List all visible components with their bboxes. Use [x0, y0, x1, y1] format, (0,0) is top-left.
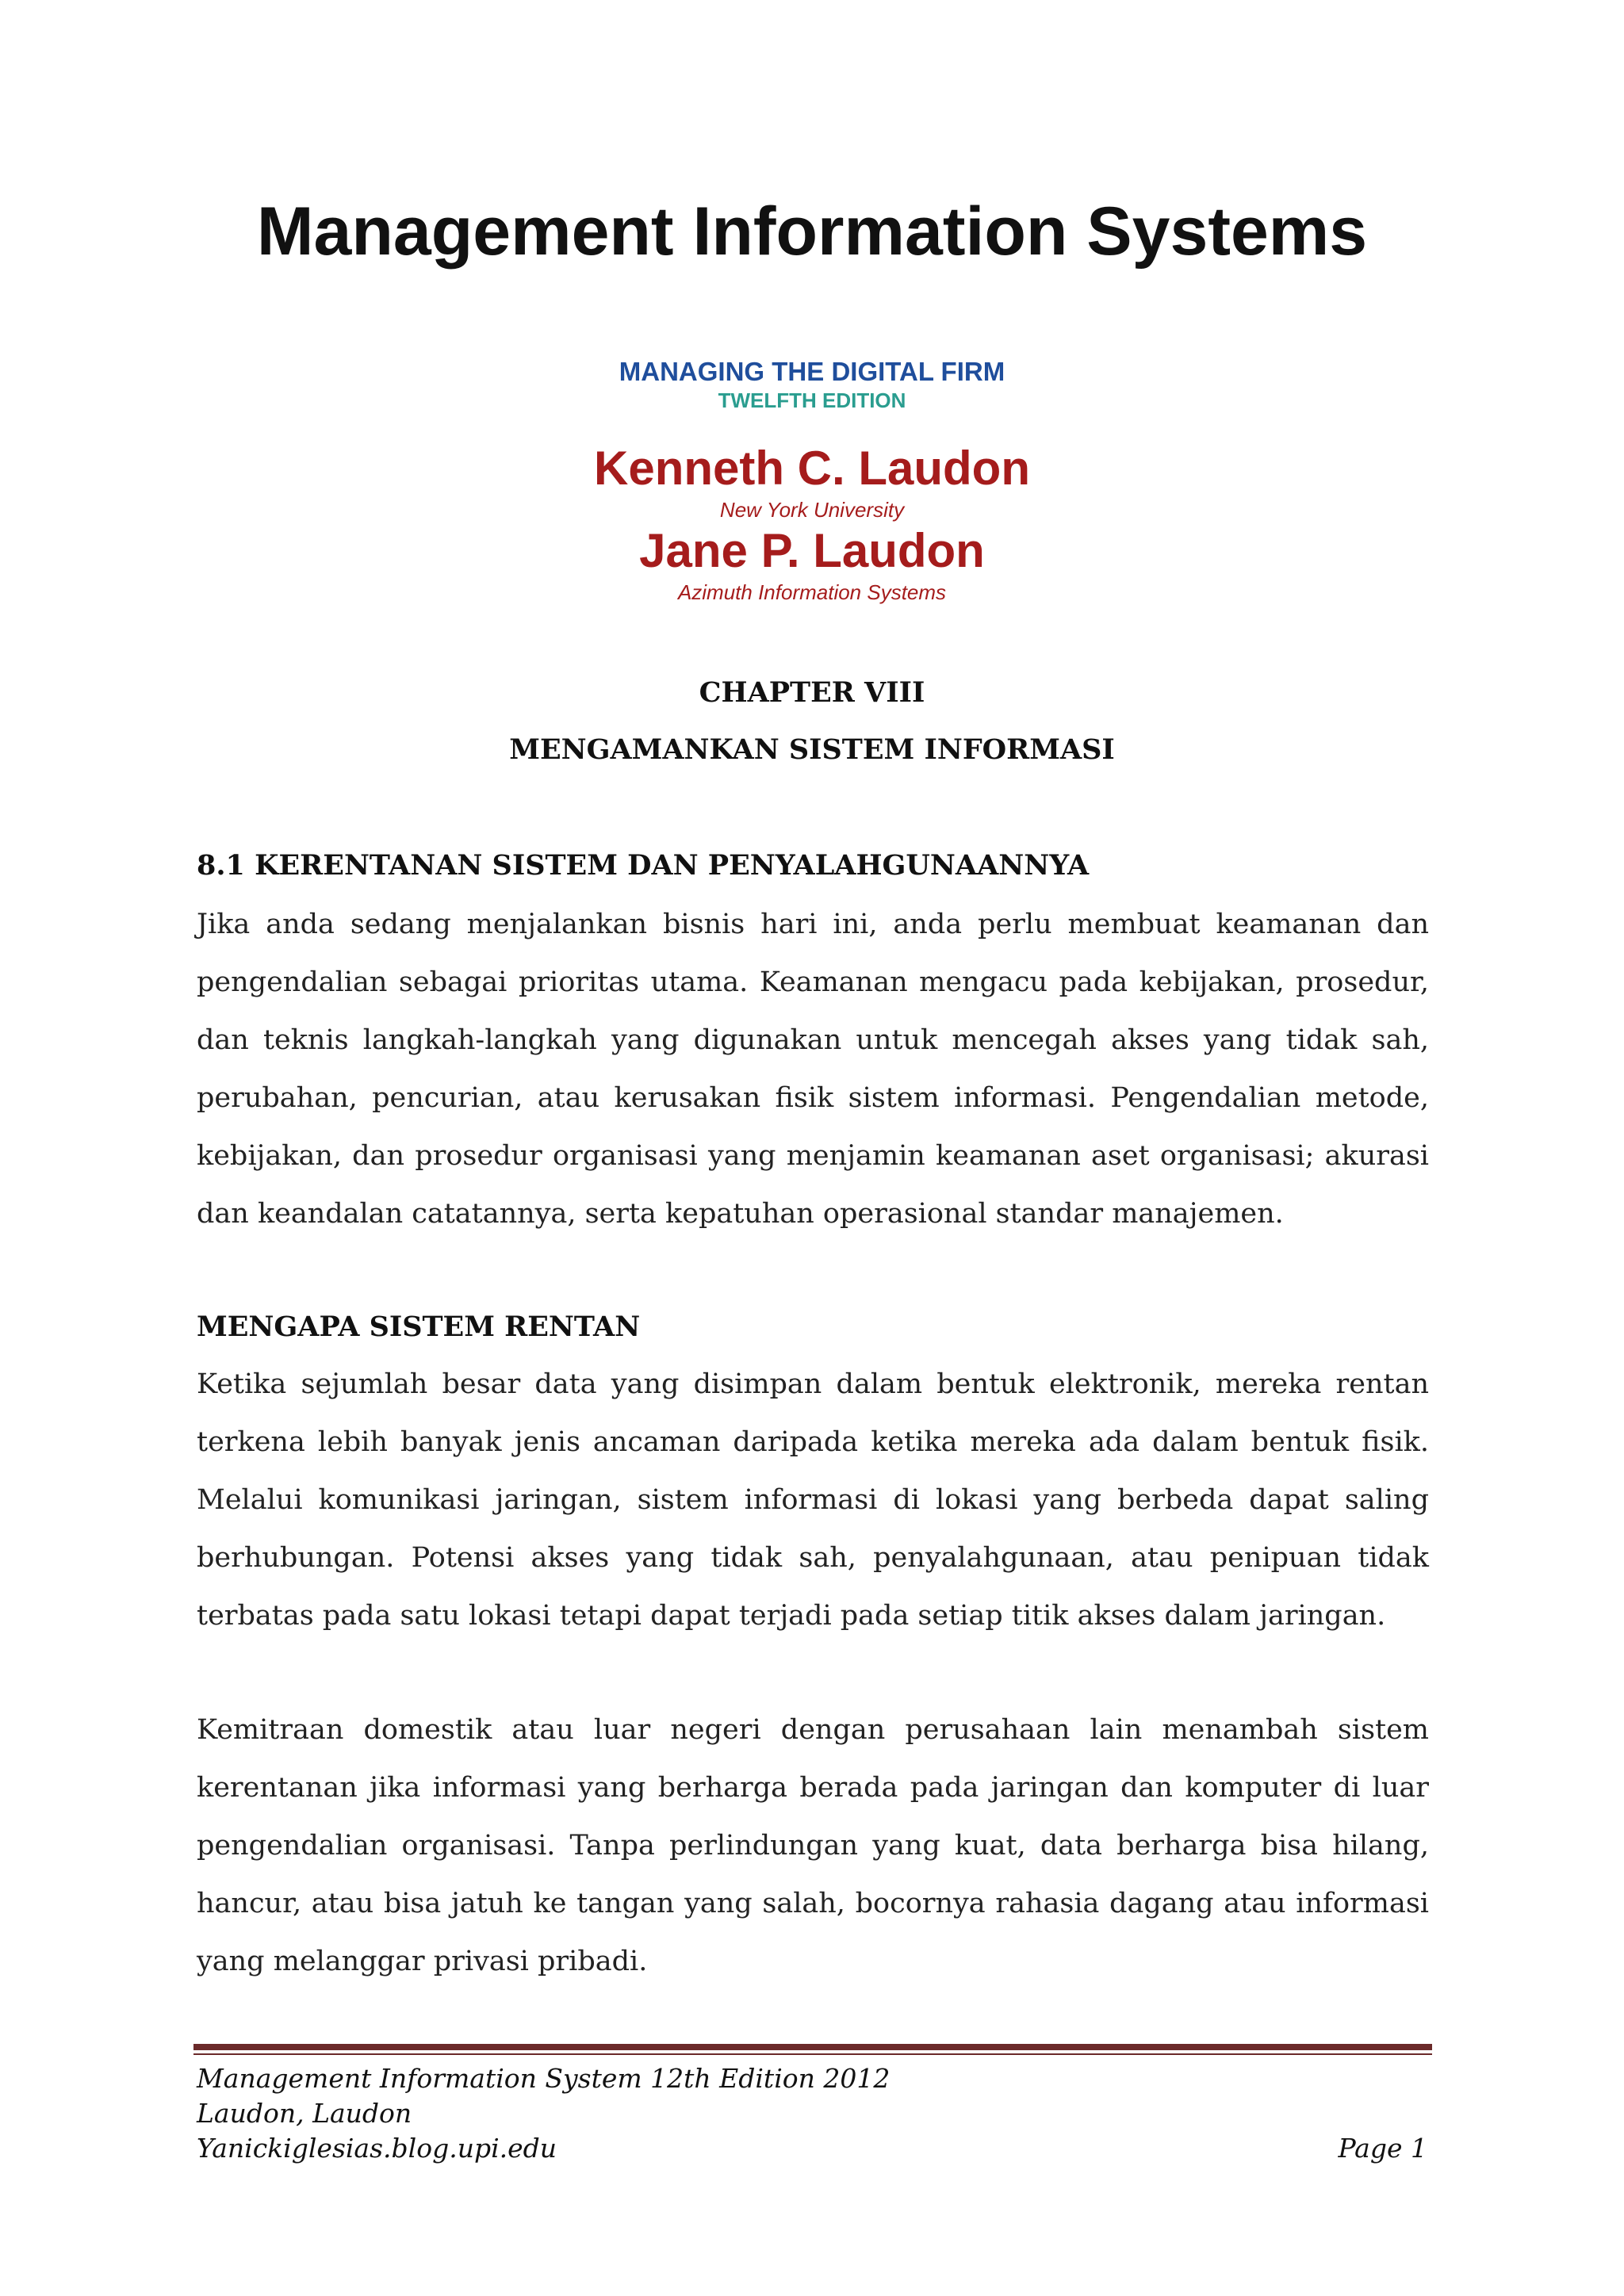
author-name: Jane P. Laudon [639, 524, 985, 577]
chapter-number: CHAPTER VIII [699, 676, 925, 709]
body-paragraph: Kemitraan domestik atau luar negeri dengan perusahaan lain menambah sistem kerentanan jika informasi yang berharga berada pada jaringan dan komputer di luar pengendalian organisasi. Tanpa perlindungan yang kuat, data berharga bisa hilang, hancur, atau bisa jatuh ke tangan yang salah, bocornya rahasia dagang atau informasi yang melanggar privasi pribadi. [197, 1714, 1429, 1977]
author-affiliation: Azimuth Information Systems [677, 580, 947, 604]
section-heading: MENGAPA SISTEM RENTAN [197, 1311, 641, 1343]
chapter-title: MENGAMANKAN SISTEM INFORMASI [509, 733, 1115, 766]
body-paragraph: Ketika sejumlah besar data yang disimpan dalam bentuk elektronik, mereka rentan terkena lebih banyak jenis ancaman daripada ketika mereka ada dalam bentuk fisik. Melalui komunikasi jaringan, sistem informasi di lokasi yang berbeda dapat saling berhubungan. Potensi akses yang tidak sah, penyalahgunaan, atau penipuan tidak terbatas pada satu lokasi tetapi dapat terjadi pada setiap titik akses dalam jaringan. [197, 1368, 1429, 1632]
footer-source-link[interactable]: Yanickiglesias.blog.upi.edu [197, 2133, 557, 2164]
footer-rule [193, 2044, 1432, 2050]
page-number: Page 1 [1338, 2133, 1427, 2164]
author-name: Kenneth C. Laudon [594, 442, 1030, 495]
section-heading: 8.1 KERENTANAN SISTEM DAN PENYALAHGUNAANNYA [197, 849, 1090, 882]
book-subtitle: MANAGING THE DIGITAL FIRM [619, 357, 1005, 386]
footer-rule-thin [193, 2053, 1432, 2055]
footer-authors-line: Laudon, Laudon [197, 2098, 412, 2129]
footer-book-line: Management Information System 12th Edition 2012 [197, 2063, 891, 2094]
body-paragraph: Jika anda sedang menjalankan bisnis hari ini, anda perlu membuat keamanan dan pengendalian sebagai prioritas utama. Keamanan mengacu pada kebijakan, prosedur, dan teknis langkah-langkah yang digunakan untuk mencegah akses yang tidak sah, perubahan, pencurian, atau kerusakan fisik sistem informasi. Pengendalian metode, kebijakan, dan prosedur organisasi yang menjamin keamanan aset organisasi; akurasi dan keandalan catatannya, serta kepatuhan operasional standar manajemen. [197, 909, 1429, 1230]
book-edition: TWELFTH EDITION [718, 388, 906, 412]
author-affiliation: New York University [719, 498, 905, 522]
book-title: Management Information Systems [256, 193, 1368, 270]
